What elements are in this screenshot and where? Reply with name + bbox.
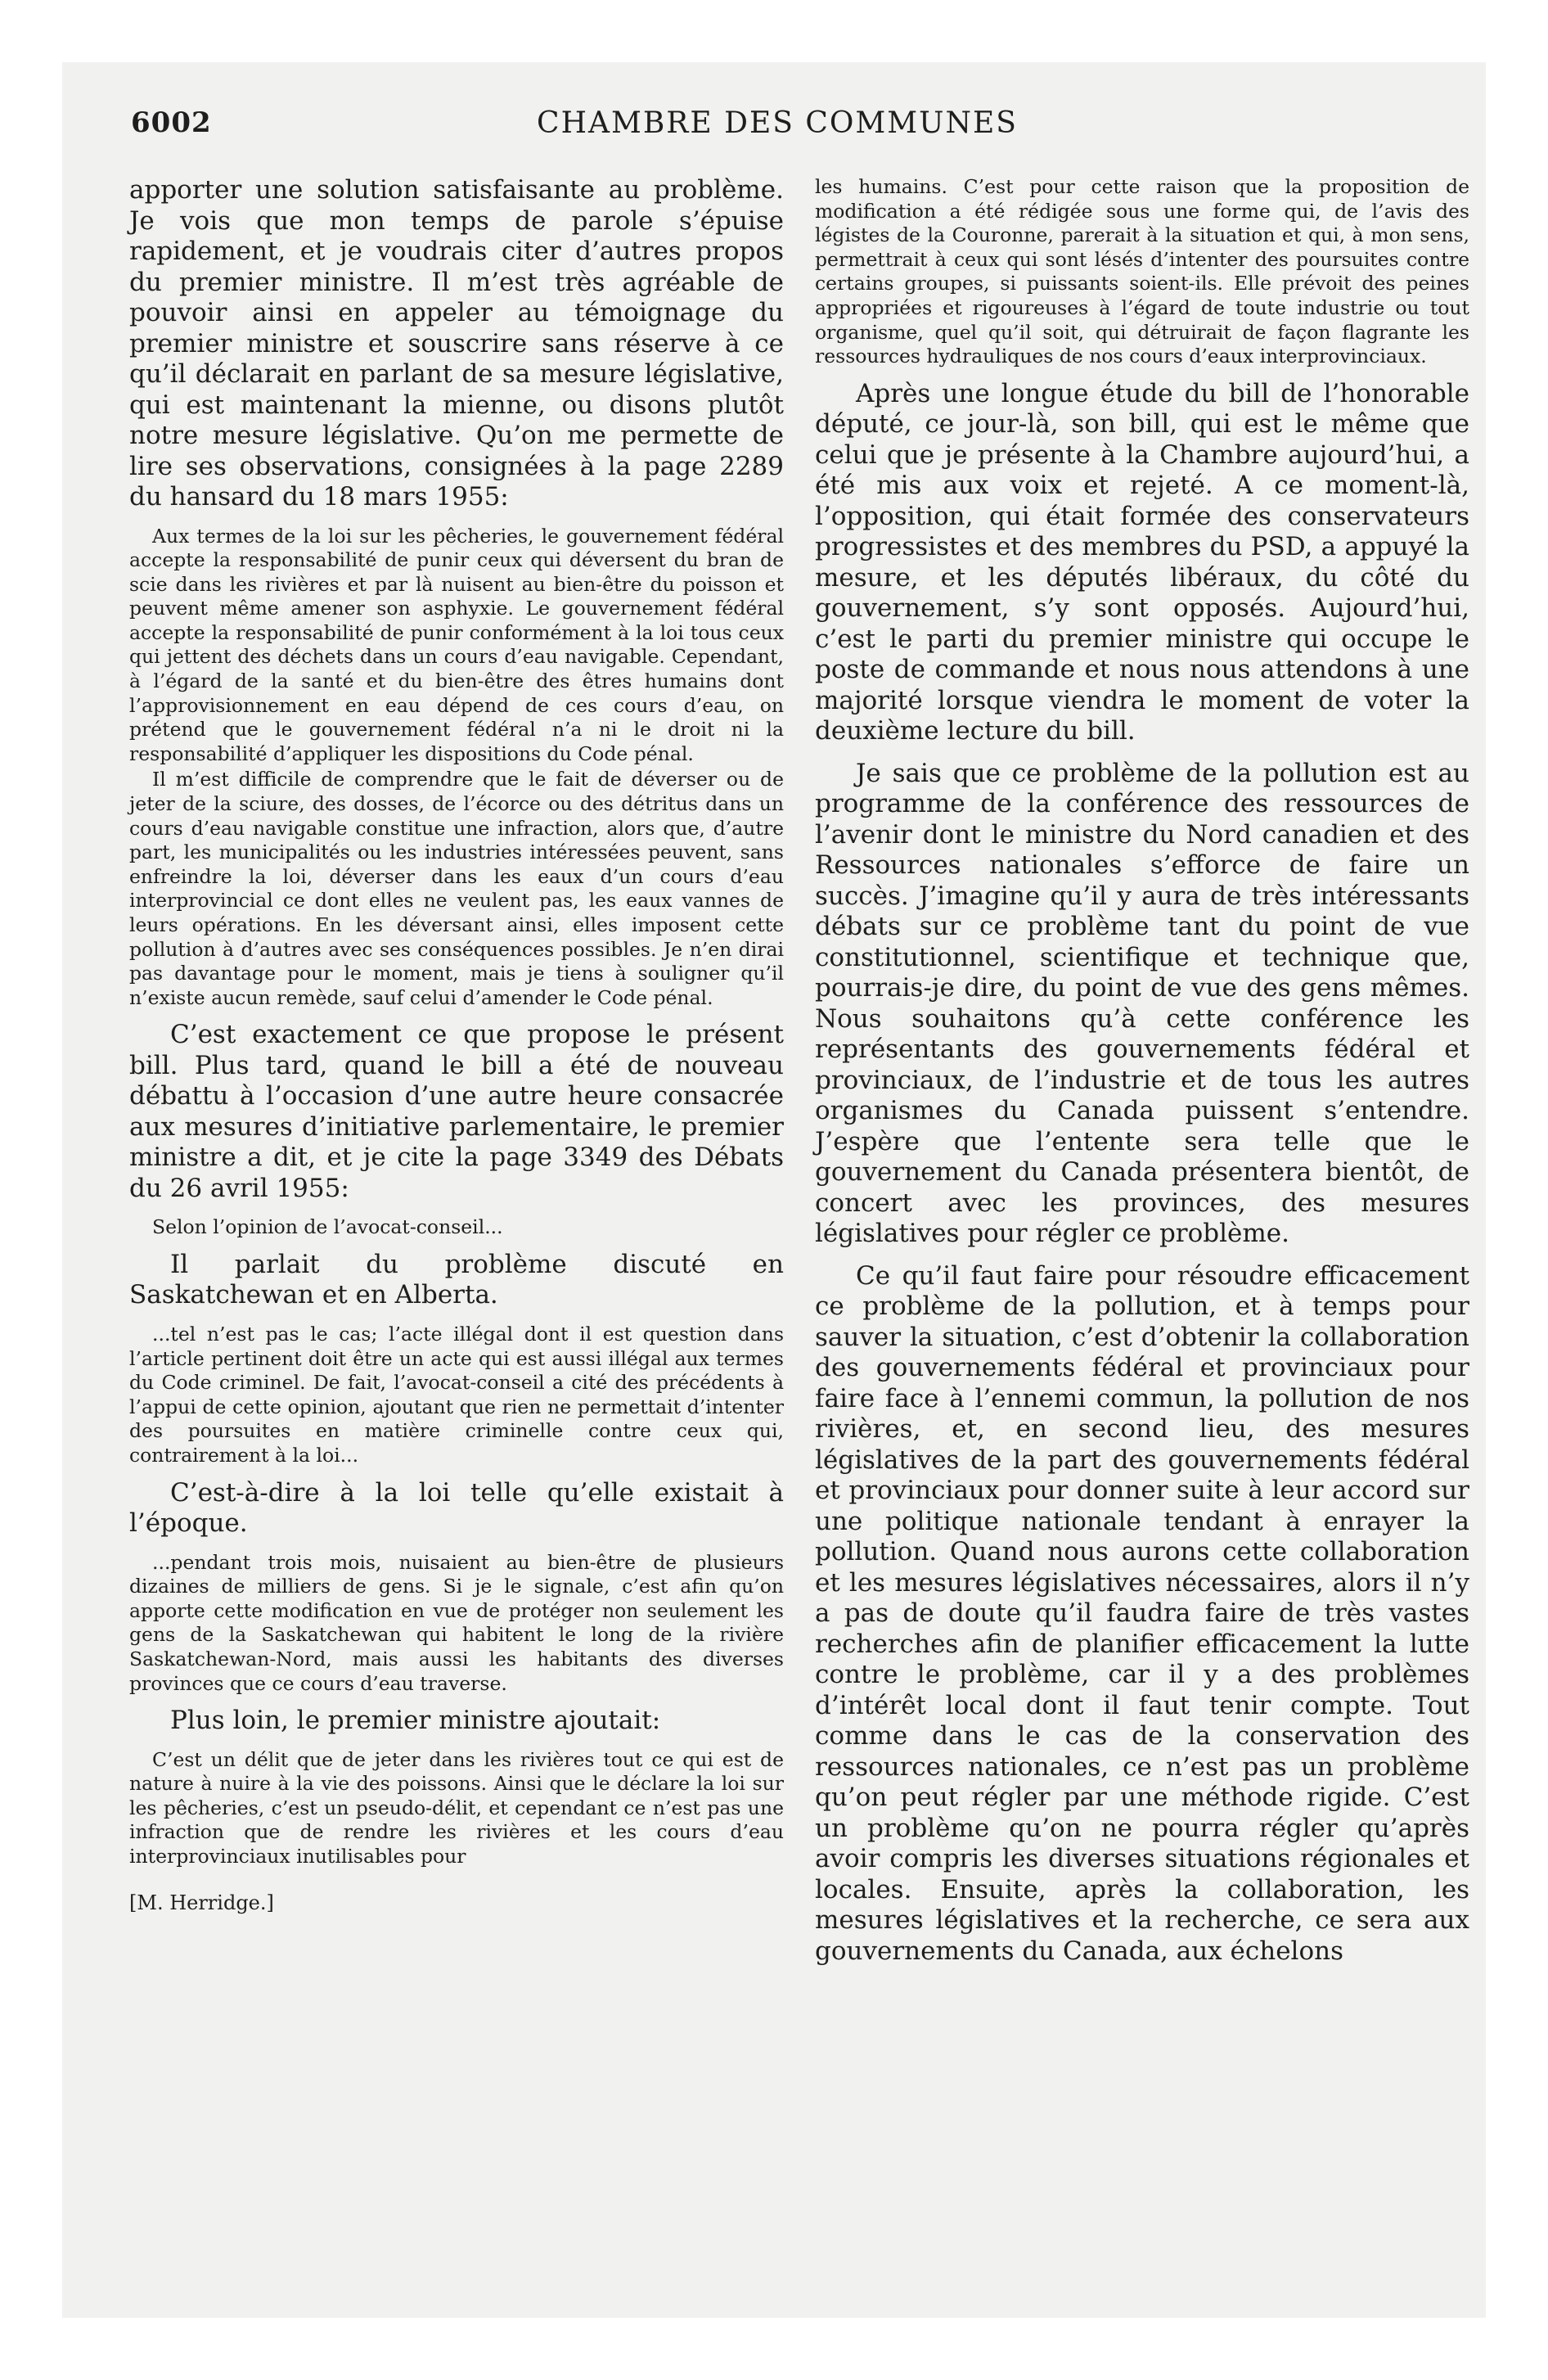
right-column bbox=[815, 175, 1469, 1978]
speaker-signature: [M. Herridge.] bbox=[129, 1891, 274, 1914]
quoted-passage: les humains. C’est pour cette raison que la proposition de modification a été rédigée sous une forme qui, de l’avis des légistes de la Couronne, parerait à la situation et qui, à mon sens, permettrait à ceux qui sont lésés d’intenter des poursuites contre certains groupes, si puissants soient-ils. Elle prévoit des peines appropriées et rigoureuses à l’égard de toute industrie ou tout organisme, quel qu’il soit, qui détruirait de façon flagrante les ressources hydrauliques de nos cours d’eaux interprovinciaux. bbox=[815, 175, 1469, 368]
running-title: CHAMBRE DES COMMUNES bbox=[537, 106, 1018, 140]
quoted-passage: Selon l’opinion de l’avocat-conseil... bbox=[152, 1215, 503, 1239]
paragraph: Il parlait du problème discuté en Saskatchewan et en Alberta. bbox=[129, 1249, 784, 1310]
paragraph: Plus loin, le premier ministre ajoutait: bbox=[170, 1706, 661, 1736]
paragraph: C’est exactement ce que propose le présent bill. Plus tard, quand le bill a été de nouveau débattu à l’occasion d’une autre heure consacrée aux mesures d’initiative parlementaire, le premier ministre a dit, et je cite la page 3349 des Débats du 26 avril 1955: bbox=[129, 1020, 784, 1203]
paragraph: Je sais que ce problème de la pollution est au programme de la conférence des ressources de l’avenir dont le ministre du Nord canadien et des Ressources nationales s’efforce de faire un succès. J’imagine qu’il y aura de très intéressants débats sur ce problème tant du point de vue constitutionnel, scientifique et technique que, pourrais-je dire, du point de vue des gens mêmes. Nous souhaitons qu’à cette conférence les représentants des gouvernements fédéral et provinciaux, de l’industrie et de tous les autres organismes du Canada puissent s’entendre. J’espère que l’entente sera telle que le gouvernement du Canada présentera bientôt, de concert avec les provinces, des mesures législatives pour régler ce problème. bbox=[815, 758, 1469, 1249]
paragraph: Après une longue étude du bill de l’honorable député, ce jour-là, son bill, qui est le même que celui que je présente à la Chambre aujourd’hui, a été mis aux voix et rejeté. A ce moment-là, l’opposition, qui était formée des conservateurs progressistes et des membres du PSD, a appuyé la mesure, et les députés libéraux, du côté du gouvernement, s’y sont opposés. Aujourd’hui, c’est le parti du premier ministre qui occupe le poste de commande et nous nous attendons à une majorité lorsque viendra le moment de voter la deuxième lecture du bill. bbox=[815, 378, 1469, 746]
page-header bbox=[131, 106, 1424, 156]
quoted-passage: Il m’est difficile de comprendre que le fait de déverser ou de jeter de la sciure, des dosses, de l’écorce ou des détritus dans un cours d’eau navigable constitue une infraction, alors que, d’autre part, les municipalités ou les industries intéressées peuvent, sans enfreindre la loi, déverser dans les eaux d’un cours d’eau interprovincial ce dont elles ne veulent pas, les eaux vannes de leurs opérations. En les déversant ainsi, elles imposent cette pollution à d’autres avec ses conséquences possibles. Je n’en dirai pas davantage pour le moment, mais je tiens à souligner qu’il n’existe aucun remède, sauf celui d’amender le Code pénal. bbox=[129, 768, 784, 1009]
document-page bbox=[62, 62, 1486, 2318]
quoted-passage: ...tel n’est pas le cas; l’acte illégal dont il est question dans l’article pertinent doit être un acte qui est aussi illégal aux termes du Code criminel. De fait, l’avocat-conseil a cité des précédents à l’appui de cette opinion, ajoutant que rien ne permettait d’intenter des poursuites en matière criminelle contre ceux qui, contrairement à la loi... bbox=[129, 1322, 784, 1467]
quoted-passage: C’est un délit que de jeter dans les rivières tout ce qui est de nature à nuire à la vie des poissons. Ainsi que le déclare la loi sur les pêcheries, c’est un pseudo-délit, et cependant ce n’est pas une infraction que de rendre les rivières et les cours d’eau interprovinciaux inutilisables pour bbox=[129, 1747, 784, 1868]
quoted-passage: Aux termes de la loi sur les pêcheries, le gouvernement fédéral accepte la responsabilité de punir ceux qui déversent du bran de scie dans les rivières et par là nuisent au bien-être du poisson et peuvent même amener son asphyxie. Le gouvernement fédéral accepte la responsabilité de punir conformément à la loi tous ceux qui jettent des déchets dans un cours d’eau navigable. Cependant, à l’égard de la santé et du bien-être des êtres humains dont l’approvisionnement en eau dépend de ces cours d’eau, on prétend que le gouvernement fédéral n’a ni le droit ni la responsabilité d’appliquer les dispositions du Code pénal. bbox=[129, 524, 784, 765]
paragraph: C’est-à-dire à la loi telle qu’elle existait à l’époque. bbox=[129, 1477, 784, 1539]
quoted-passage: ...pendant trois mois, nuisaient au bien-être de plusieurs dizaines de milliers de gens. Si je le signale, c’est afin qu’on apporte cette modification en vue de protéger non seulement les gens de la Saskatchewan qui habitent le long de la rivière Saskatchewan-Nord, mais aussi les habitants des diverses provinces que ce cours d’eau traverse. bbox=[129, 1550, 784, 1695]
left-column bbox=[129, 175, 784, 1915]
page-number: 6002 bbox=[131, 106, 212, 139]
paragraph: Ce qu’il faut faire pour résoudre efficacement ce problème de la pollution, et à temps pour sauver la situation, c’est d’obtenir la collaboration des gouvernements fédéral et provinciaux pour faire face à l’ennemi commun, la pollution de nos rivières, et, en second lieu, des mesures législatives de la part des gouvernements fédéral et provinciaux pour donner suite à leur accord sur une politique nationale tendant à enrayer la pollution. Quand nous aurons cette collaboration et les mesures législatives nécessaires, alors il n’y a pas de doute qu’il faudra faire de très vastes recherches afin de planifier efficacement la lutte contre le problème, car il y a des problèmes d’intérêt local dont il faut tenir compte. Tout comme dans le cas de la conservation des ressources nationales, ce n’est pas un problème qu’on peut régler par une méthode rigide. C’est un problème qu’on ne pourra régler qu’après avoir compris les diverses situations régionales et locales. Ensuite, après la collaboration, les mesures législatives et la recherche, ce sera aux gouvernements du Canada, aux échelons bbox=[815, 1260, 1469, 1966]
paragraph: apporter une solution satisfaisante au problème. Je vois que mon temps de parole s’épuise rapidement, et je voudrais citer d’autres propos du premier ministre. Il m’est très agréable de pouvoir ainsi en appeler au témoignage du premier ministre et souscrire sans réserve à ce qu’il déclarait en parlant de sa mesure législative, qui est maintenant la mienne, ou disons plutôt notre mesure législative. Qu’on me permette de lire ses observations, consignées à la page 2289 du hansard du 18 mars 1955: bbox=[129, 175, 784, 512]
